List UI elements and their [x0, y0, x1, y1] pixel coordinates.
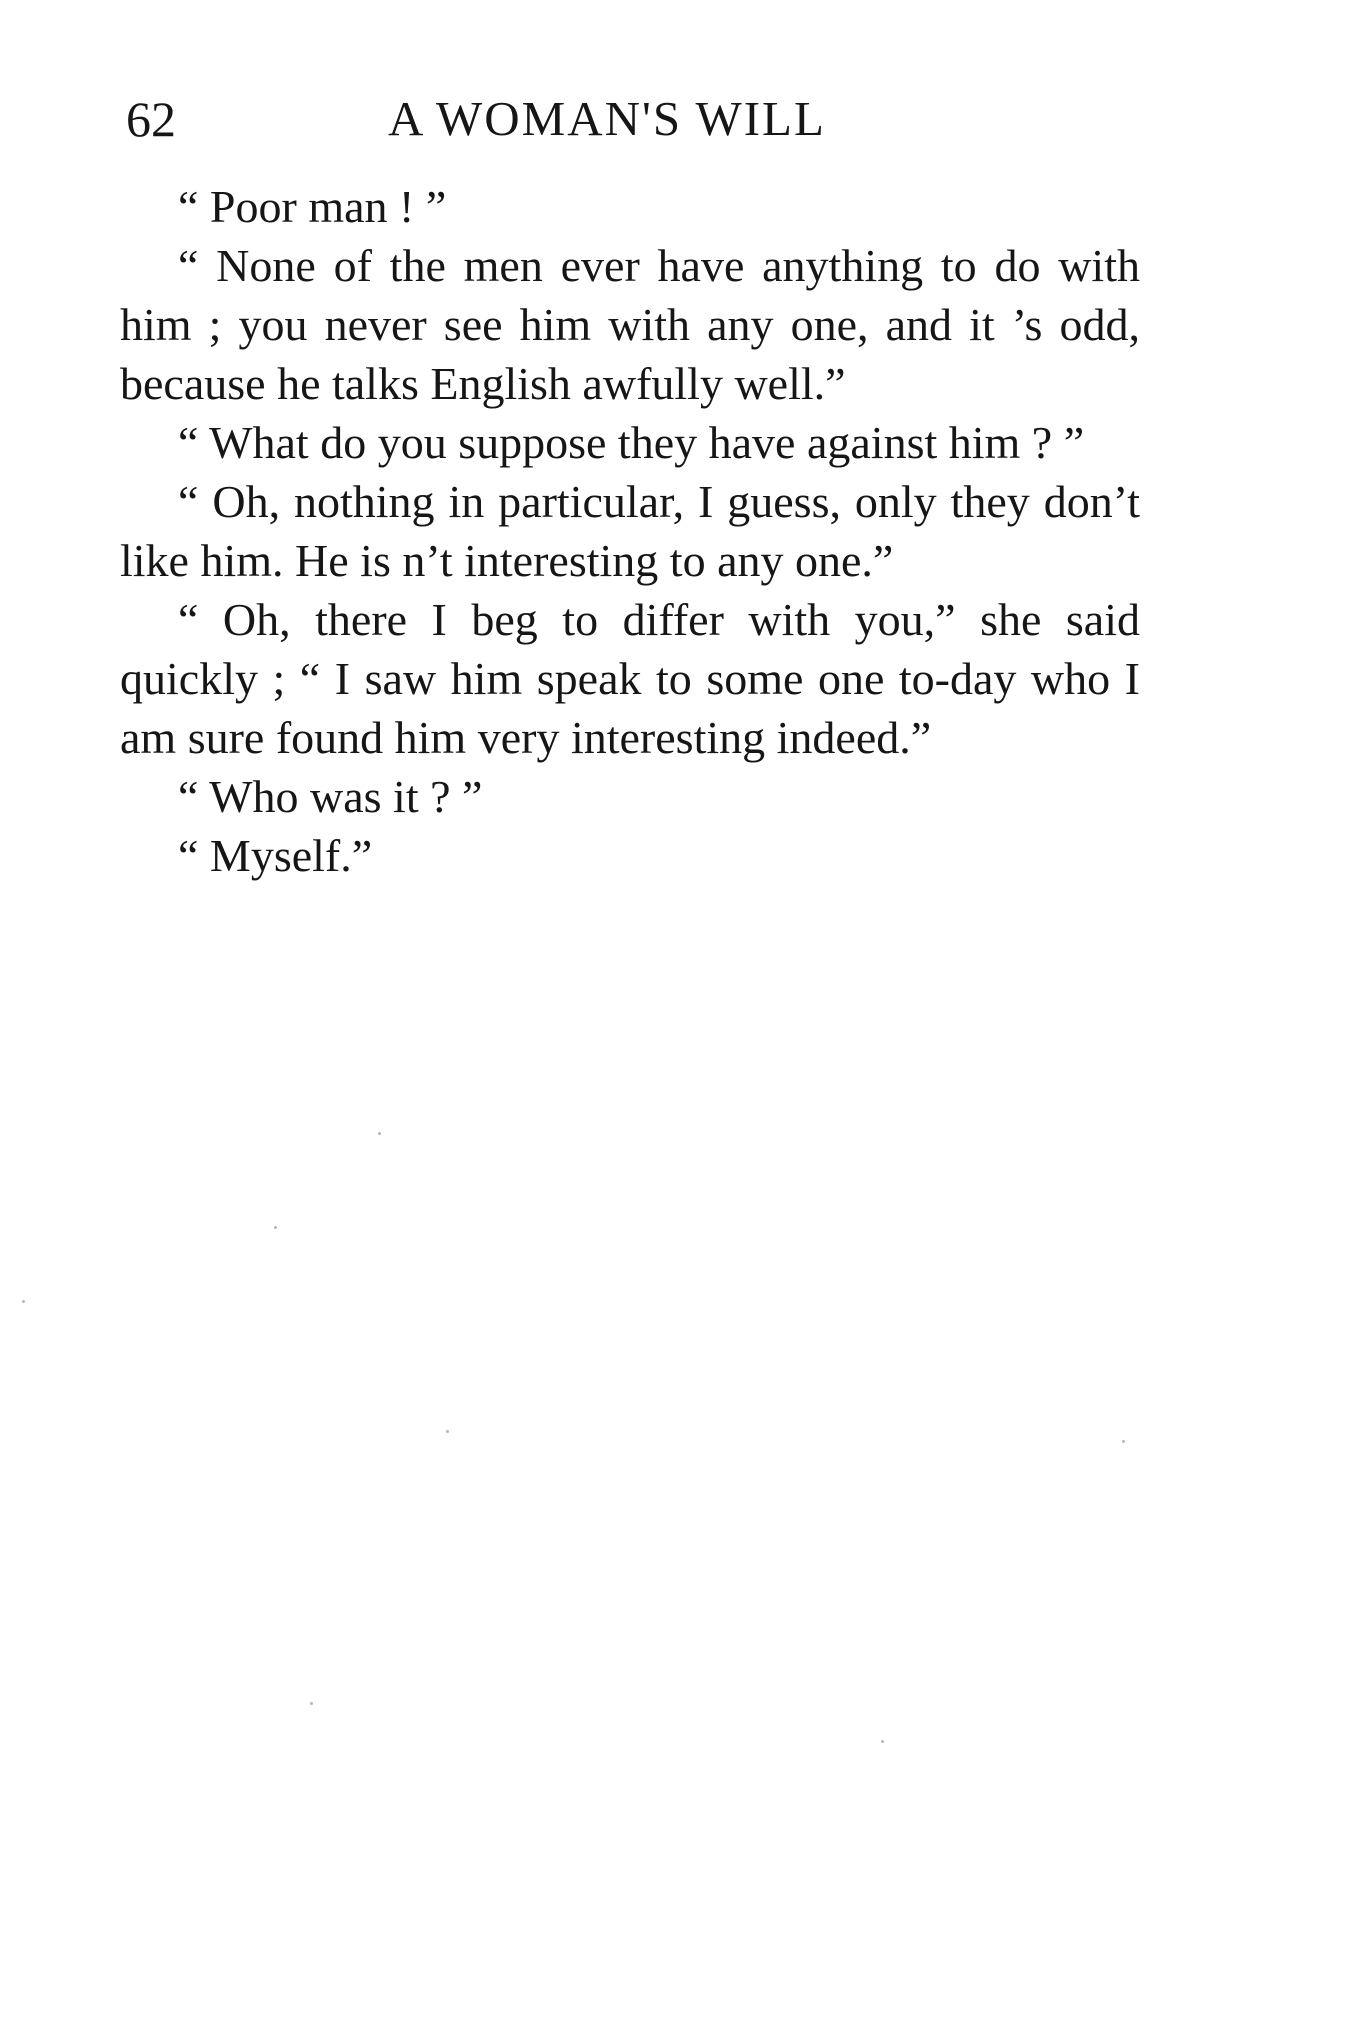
paper-speck — [378, 1132, 381, 1135]
running-title: A WOMAN'S WILL — [388, 91, 826, 146]
paragraph: “ What do you suppose they have against him ? ” — [178, 417, 1085, 468]
paragraph: “ Oh, nothing in particular, I guess, only they don’t like him. He is n’t interesting to any one.” — [120, 476, 1140, 586]
paper-speck — [274, 1226, 277, 1229]
body-text — [120, 177, 1140, 885]
paragraph: “ Who was it ? ” — [178, 771, 483, 822]
page-header — [126, 84, 1146, 154]
page-number: 62 — [126, 91, 176, 147]
paragraph: “ None of the men ever have anything to do with him ; you never see him with any one, and it ’s odd, because he talks English awfully well.” — [120, 240, 1140, 409]
paragraph: “ Poor man ! ” — [178, 181, 447, 232]
paragraph: “ Myself.” — [178, 830, 373, 881]
paper-speck — [1122, 1440, 1125, 1443]
paper-speck — [310, 1702, 313, 1705]
paper-speck — [881, 1740, 884, 1743]
paper-speck — [22, 1300, 25, 1303]
paper-speck — [446, 1430, 449, 1433]
paragraph: “ Oh, there I beg to differ with you,” she said quickly ; “ I saw him speak to some one to-day who I am sure found him very interesting indeed.” — [120, 594, 1140, 763]
